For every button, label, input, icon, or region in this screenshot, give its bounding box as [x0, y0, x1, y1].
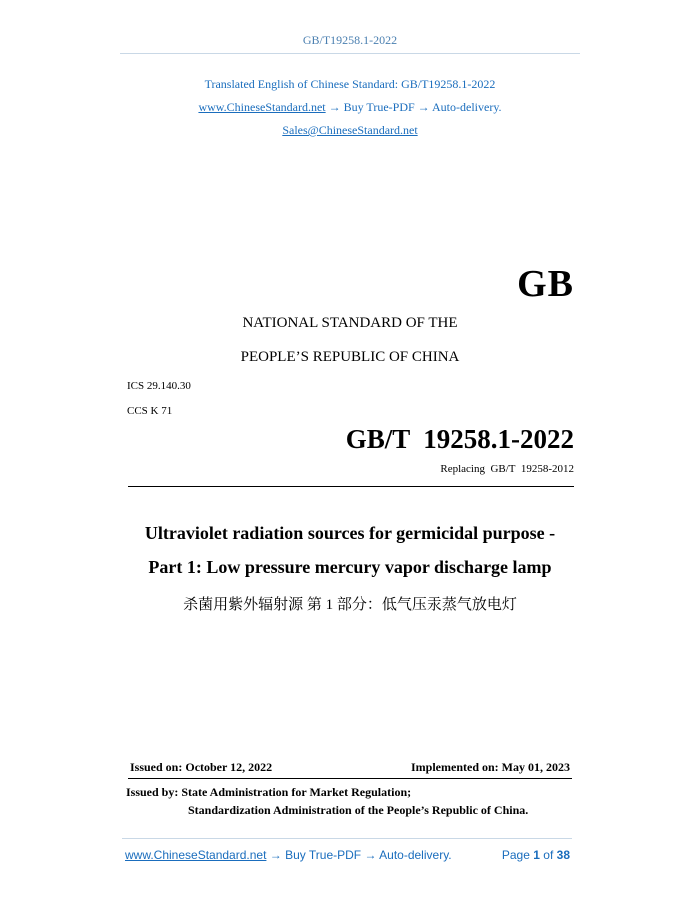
promo-buy-text: Buy True-PDF	[343, 100, 415, 114]
page-indicator	[502, 848, 570, 862]
footer-buy-line	[125, 848, 452, 862]
footer-buy-text: Buy True-PDF	[285, 848, 362, 862]
page-total: 38	[556, 848, 570, 862]
standard-number: GB/T 19258.1-2022	[345, 424, 574, 454]
ccs-code: CCS K 71	[127, 405, 173, 417]
promo-translated-line: Translated English of Chinese Standard: GB/T19258.1-2022	[204, 77, 496, 91]
arrow-right-icon: →	[417, 100, 430, 114]
promo-site-link[interactable]: www.ChineseStandard.net	[198, 100, 326, 114]
promo-delivery-text: Auto-delivery.	[432, 100, 502, 114]
ics-code: ICS 29.140.30	[127, 380, 191, 392]
promo-email-link[interactable]: Sales@ChineseStandard.net	[282, 123, 418, 137]
issued-date: Issued on: October 12, 2022	[130, 760, 273, 774]
national-standard-line1: NATIONAL STANDARD OF THE	[242, 315, 458, 331]
title-line2: Part 1: Low pressure mercury vapor discharge lamp	[148, 557, 552, 577]
implemented-date: Implemented on: May 01, 2023	[411, 760, 570, 774]
issuer-line2: Standardization Administration of the People’s Republic of China.	[188, 803, 529, 817]
issuer-line1: Issued by: State Administration for Market Regulation;	[126, 785, 412, 799]
arrow-right-icon: →	[269, 848, 282, 862]
dates-rule	[128, 778, 572, 779]
promo-buy-line	[0, 100, 700, 115]
footer-site-link[interactable]: www.ChineseStandard.net	[125, 848, 267, 862]
title-chinese: 杀菌用紫外辐射源 第 1 部分：低气压汞蒸气放电灯	[183, 597, 517, 613]
page-number: 1	[533, 848, 540, 862]
replacing-note: Replacing GB/T 19258-2012	[440, 463, 574, 475]
header-divider	[120, 53, 580, 54]
national-standard-line2: PEOPLE’S REPUBLIC OF CHINA	[240, 349, 460, 365]
header-doc-code: GB/T19258.1-2022	[302, 33, 398, 47]
page-of-label: of	[543, 848, 554, 862]
title-line1: Ultraviolet radiation sources for germicidal purpose -	[144, 523, 556, 543]
arrow-right-icon: →	[328, 100, 341, 114]
gb-logo: GB	[517, 263, 574, 305]
footer-divider	[122, 838, 572, 839]
standard-rule	[128, 486, 574, 487]
footer-delivery-text: Auto-delivery.	[379, 848, 452, 862]
page-label: Page	[501, 848, 530, 862]
arrow-right-icon: →	[364, 848, 377, 862]
promo-email-row	[0, 123, 700, 138]
